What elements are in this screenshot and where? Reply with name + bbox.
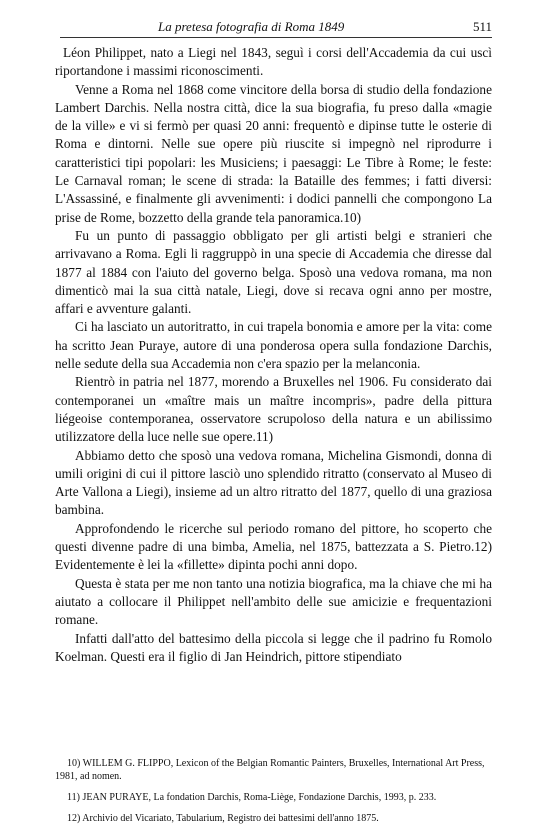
body-text	[55, 44, 492, 666]
paragraph: Questa è stata per me non tanto una notizia biografica, ma la chiave che mi ha aiutato a collocare il Philippet nell'ambito delle sue amicizie e frequentazioni romane.	[55, 575, 492, 628]
page-number: 511	[472, 19, 492, 34]
paragraph: Infatti dall'atto del battesimo della piccola si legge che il padrino fu Romolo Koelman. Questi era il figlio di Jan Heindrich, pittore stipendiato	[55, 630, 492, 664]
paragraph: Léon Philippet, nato a Liegi nel 1843, seguì i corsi dell'Accademia da cui uscì riportandone i massimi riconoscimenti.	[55, 45, 492, 79]
running-header	[60, 18, 492, 38]
paragraph: Rientrò in patria nel 1877, morendo a Bruxelles nel 1906. Fu considerato dai contemporanei un «maître mais un maître incompris», padre della pittura liégeoise contemporanea, osservatore scrupoloso della natura e un abilissimo utilizzatore della luce nelle sue opere.11)	[55, 374, 492, 445]
paragraph: Venne a Roma nel 1868 come vincitore della borsa di studio della fondazione Lambert Darchis. Nella nostra città, dice la sua biografia, fu preso dalla «magie de la ville» e vi si fermò per quasi 20 anni: frequentò e dipinse tutte le osterie di Roma e dintorni. Nelle sue opere più riuscite si impegnò nel riprodurre i caratteristici tipi popolari: les Musiciens; i paesaggi: Le Tibre à Rome; le feste: Le Carnaval roman; le scene di strada: la Bataille des femmes; i fatti diversi: L'Assassiné, e finalmente gli avvenimenti: i dodici pannelli che compongono La prise de Rome, bozzetto della grande tela panoramica.10)	[55, 81, 492, 225]
footnote: 11) JEAN PURAYE, La fondation Darchis, Roma-Liège, Fondazione Darchis, 1993, p. 233.	[67, 792, 437, 803]
footnote: 10) WILLEM G. FLIPPO, Lexicon of the Belgian Romantic Painters, Bruxelles, International Art Press, 1981, ad nomen.	[55, 758, 485, 782]
paragraph: Approfondendo le ricerche sul periodo romano del pittore, ho scoperto che questi divenne padre di una bimba, Amelia, nel 1875, battezzata a S. Pietro.12) Evidentemente è lei la «fillette» dipinta pochi anni dopo.	[55, 520, 492, 573]
footnote: 12) Archivio del Vicariato, Tabularium, Registro dei battesimi dell'anno 1875.	[67, 813, 379, 824]
running-title: La pretesa fotografia di Roma 1849	[158, 19, 345, 34]
paragraph: Ci ha lasciato un autoritratto, in cui trapela bonomia e amore per la vita: come ha scritto Jean Puraye, autore di una ponderosa opera sulla fondazione Darchis, nelle sedute della sua Accademia non c'era spazio per la melanconia.	[55, 319, 492, 372]
paragraph: Fu un punto di passaggio obbligato per gli artisti belgi e stranieri che arrivavano a Roma. Egli li raggruppò in una specie di Accademia che diresse dal 1877 al 1884 con l'aiuto del governo belga. Sposò una vedova romana, ma non dimenticò mai la sua città natale, Liegi, dove si recava ogni anno per mostre, affari e avventure galanti.	[55, 227, 492, 317]
footnotes	[55, 757, 492, 833]
paragraph: Abbiamo detto che sposò una vedova romana, Michelina Gismondi, donna di umili origini di cui il pittore lasciò uno splendido ritratto (conservato al Museo di Arte Vallona a Liegi), insieme ad un altro ritratto del 1877, quello di una graziosa bambina.	[55, 447, 492, 518]
